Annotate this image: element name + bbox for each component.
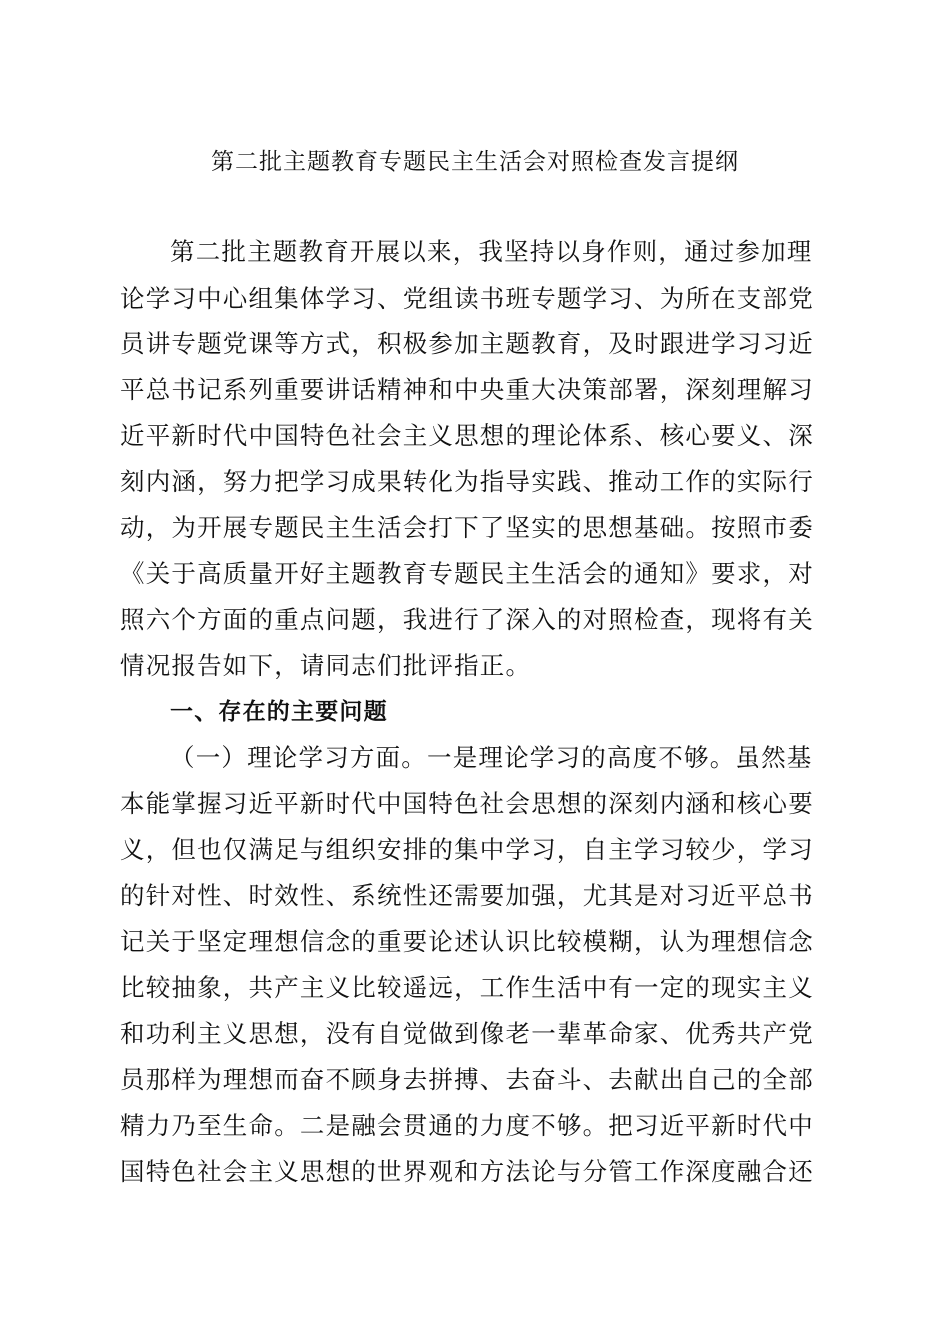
paragraph-line: 比较抽象，共产主义比较遥远，工作生活中有一定的现实主义: [120, 973, 814, 1002]
paragraph-line: 精力乃至生命。二是融会贯通的力度不够。把习近平新时代中: [120, 1111, 814, 1140]
paragraph-line: 员那样为理想而奋不顾身去拼搏、去奋斗、去献出自己的全部: [120, 1065, 814, 1094]
paragraph-line: 近平新时代中国特色社会主义思想的理论体系、核心要义、深: [120, 421, 814, 450]
paragraph-line: 国特色社会主义思想的世界观和方法论与分管工作深度融合还: [120, 1157, 814, 1186]
paragraph-line: 员讲专题党课等方式，积极参加主题教育，及时跟进学习习近: [120, 329, 814, 358]
document-title: 第二批主题教育专题民主生活会对照检查发言提纲: [211, 149, 739, 175]
paragraph-line: 动，为开展专题民主生活会打下了坚实的思想基础。按照市委: [120, 513, 814, 542]
section-heading: 一、存在的主要问题: [170, 699, 388, 725]
paragraph-line: 论学习中心组集体学习、党组读书班专题学习、为所在支部党: [120, 284, 814, 313]
paragraph-line: 照六个方面的重点问题，我进行了深入的对照检查，现将有关: [120, 605, 814, 634]
paragraph-line: 刻内涵，努力把学习成果转化为指导实践、推动工作的实际行: [120, 467, 814, 496]
paragraph-line: 第二批主题教育开展以来，我坚持以身作则，通过参加理: [170, 237, 813, 266]
paragraph-line: 的针对性、时效性、系统性还需要加强，尤其是对习近平总书: [120, 881, 814, 910]
paragraph-line: 义，但也仅满足与组织安排的集中学习，自主学习较少，学习: [120, 835, 814, 864]
paragraph-line: 和功利主义思想，没有自觉做到像老一辈革命家、优秀共产党: [120, 1019, 814, 1048]
paragraph-line: （一）理论学习方面。一是理论学习的高度不够。虽然基: [170, 743, 813, 772]
paragraph-line: 本能掌握习近平新时代中国特色社会思想的深刻内涵和核心要: [120, 789, 814, 818]
paragraph-line: 平总书记系列重要讲话精神和中央重大决策部署，深刻理解习: [120, 375, 814, 404]
paragraph-line: 记关于坚定理想信念的重要论述认识比较模糊，认为理想信念: [120, 927, 814, 956]
paragraph-line: 情况报告如下，请同志们批评指正。: [120, 651, 532, 680]
paragraph-line: 《关于高质量开好主题教育专题民主生活会的通知》要求，对: [120, 559, 814, 588]
